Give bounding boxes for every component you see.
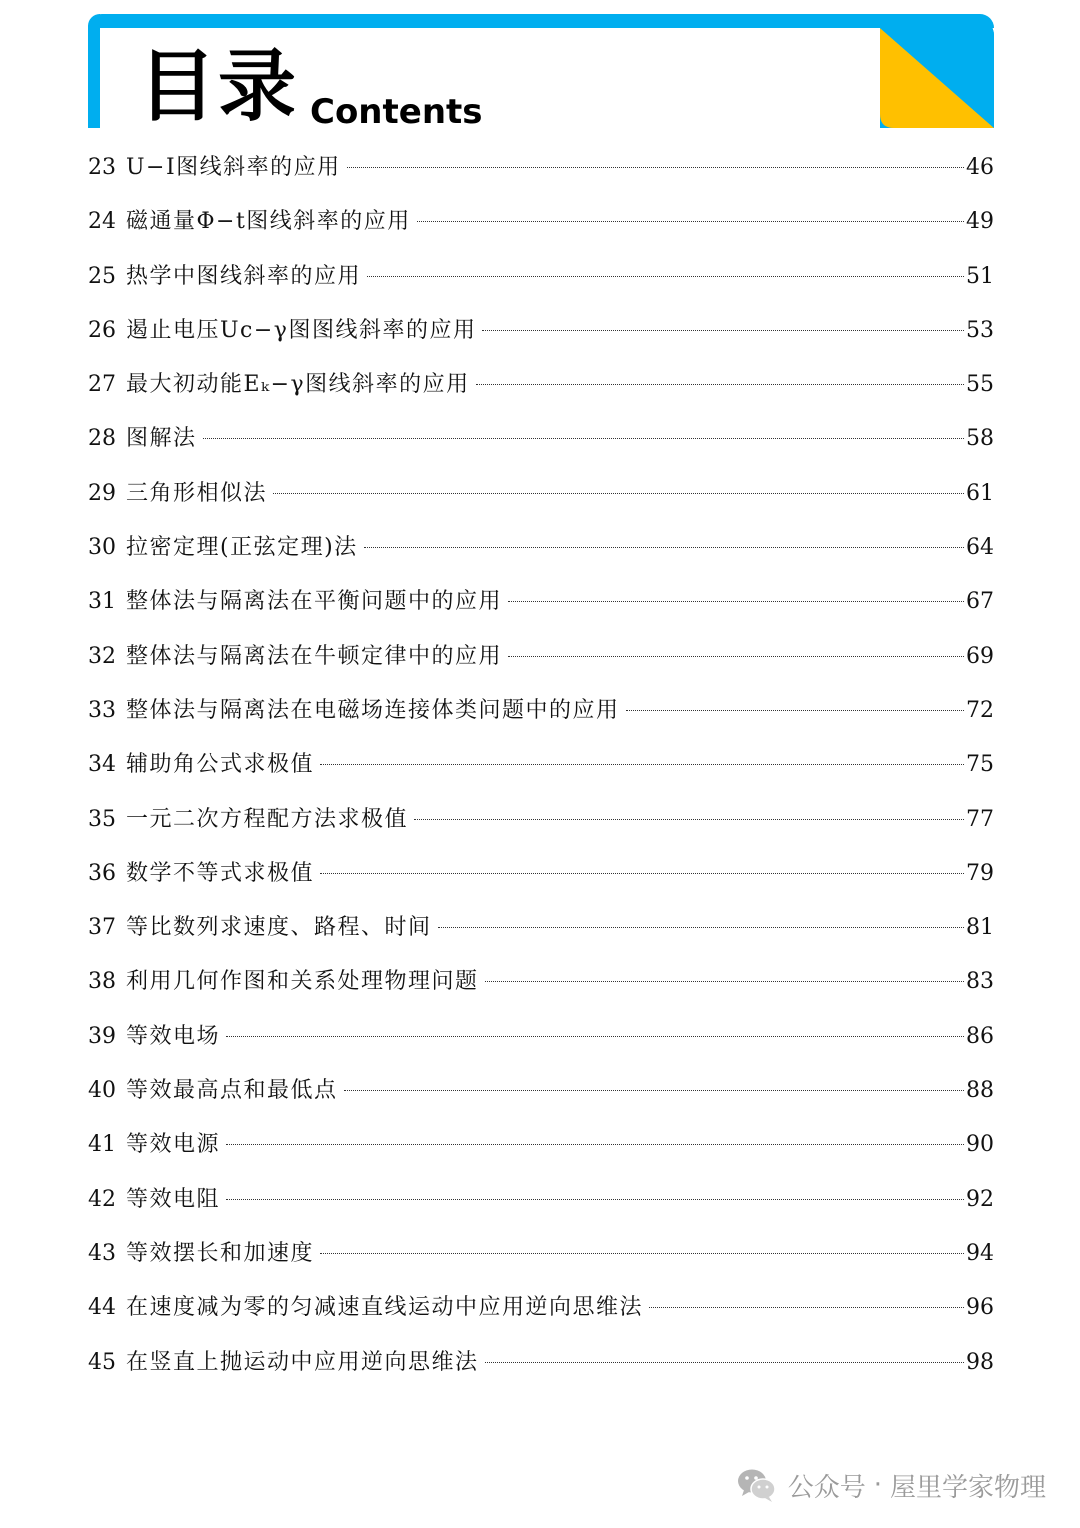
toc-entry-page: 53	[966, 317, 994, 343]
toc-dot-leader	[438, 927, 964, 928]
toc-entry-page: 83	[966, 969, 994, 995]
toc-dot-leader	[508, 601, 964, 602]
toc-dot-leader	[273, 493, 964, 494]
toc-entry-title: 等比数列求速度、路程、时间	[126, 915, 432, 941]
toc-dot-leader	[417, 221, 964, 222]
toc-entry-page: 69	[966, 643, 994, 669]
toc-entry-number: 45	[88, 1349, 116, 1375]
toc-entry[interactable]	[88, 745, 994, 799]
toc-entry-page: 49	[966, 209, 994, 235]
toc-entry-title: 数学不等式求极值	[126, 860, 315, 886]
toc-entry-number: 31	[88, 589, 116, 615]
toc-entry-title: 等效电场	[126, 1023, 221, 1049]
toc-entry[interactable]	[88, 1288, 994, 1342]
page-title-chinese: 目录	[138, 42, 299, 132]
toc-entry-title: 等效摆长和加速度	[126, 1240, 315, 1266]
toc-dot-leader	[485, 981, 964, 982]
watermark-prefix: 公众号	[787, 1472, 866, 1503]
toc-entry-number: 36	[88, 860, 116, 886]
toc-entry-page: 46	[966, 155, 994, 180]
toc-entry-number: 38	[88, 969, 116, 995]
toc-entry-title: 在竖直上抛运动中应用逆向思维法	[126, 1349, 479, 1375]
toc-entry-page: 88	[966, 1078, 994, 1104]
toc-dot-leader	[226, 1144, 964, 1145]
toc-entry[interactable]	[88, 419, 994, 473]
toc-entry-title: 整体法与隔离法在平衡问题中的应用	[126, 589, 503, 615]
toc-entry-title: 等效电阻	[126, 1186, 221, 1212]
toc-entry[interactable]	[88, 528, 994, 582]
toc-dot-leader	[320, 873, 964, 874]
toc-entry[interactable]	[88, 962, 994, 1016]
toc-dot-leader	[649, 1307, 964, 1308]
toc-entry-title: 等效电源	[126, 1132, 221, 1158]
toc-entry-page: 64	[966, 535, 994, 561]
toc-dot-leader	[320, 764, 964, 765]
toc-entry-title: 图解法	[126, 426, 197, 452]
toc-entry-title: 在速度减为零的匀减速直线运动中应用逆向思维法	[126, 1295, 644, 1321]
toc-entry-page: 79	[966, 860, 994, 886]
toc-dot-leader	[482, 330, 964, 331]
toc-entry-number: 27	[88, 372, 116, 398]
toc-entry-number: 40	[88, 1078, 116, 1104]
watermark-separator: ·	[873, 1470, 882, 1500]
toc-entry[interactable]	[88, 800, 994, 854]
toc-entry[interactable]	[88, 854, 994, 908]
toc-entry-page: 81	[966, 915, 994, 941]
toc-entry[interactable]	[88, 908, 994, 962]
toc-dot-leader	[364, 547, 964, 548]
toc-entry-number: 29	[88, 480, 116, 506]
toc-dot-leader	[347, 167, 964, 168]
toc-entry-title: 等效最高点和最低点	[126, 1078, 338, 1104]
toc-entry-title: 最大初动能Eₖ−γ图线斜率的应用	[126, 372, 470, 398]
toc-entry-number: 34	[88, 752, 116, 778]
toc-entry-title: 利用几何作图和关系处理物理问题	[126, 969, 479, 995]
toc-entry-title: 三角形相似法	[126, 480, 268, 506]
toc-entry[interactable]	[88, 257, 994, 311]
toc-entry-number: 42	[88, 1186, 116, 1212]
toc-entry-number: 23	[88, 155, 116, 180]
page-title-english: Contents	[310, 92, 483, 132]
toc-entry-page: 94	[966, 1240, 994, 1266]
wechat-icon	[736, 1464, 778, 1506]
toc-entry-number: 44	[88, 1295, 116, 1321]
corner-triangle-graphic	[880, 14, 994, 128]
toc-entry-title: 整体法与隔离法在电磁场连接体类问题中的应用	[126, 697, 620, 723]
toc-entry-page: 98	[966, 1349, 994, 1375]
toc-entry-number: 26	[88, 317, 116, 343]
toc-entry-title: U−I图线斜率的应用	[126, 155, 341, 180]
toc-entry-page: 72	[966, 697, 994, 723]
toc-entry[interactable]	[88, 202, 994, 256]
toc-entry[interactable]	[88, 1017, 994, 1071]
toc-entry[interactable]	[88, 148, 994, 202]
toc-entry[interactable]	[88, 1125, 994, 1179]
toc-dot-leader	[367, 276, 964, 277]
toc-entry-number: 37	[88, 915, 116, 941]
toc-entry-page: 96	[966, 1295, 994, 1321]
header-corner-decoration	[880, 14, 994, 128]
account-watermark	[736, 1464, 1046, 1506]
toc-entry[interactable]	[88, 691, 994, 745]
toc-entry-page: 51	[966, 263, 994, 289]
toc-entry-number: 25	[88, 263, 116, 289]
toc-entry-page: 55	[966, 372, 994, 398]
header-left-stripe	[88, 14, 100, 128]
toc-entry-title: 拉密定理(正弦定理)法	[126, 535, 358, 561]
toc-dot-leader	[226, 1036, 964, 1037]
toc-dot-leader	[226, 1199, 964, 1200]
toc-entry-number: 28	[88, 426, 116, 452]
toc-entry[interactable]	[88, 1234, 994, 1288]
toc-entry-number: 39	[88, 1023, 116, 1049]
table-of-contents	[88, 148, 994, 1397]
toc-entry[interactable]	[88, 311, 994, 365]
toc-entry-title: 辅助角公式求极值	[126, 752, 315, 778]
toc-entry-number: 33	[88, 697, 116, 723]
header-top-bar	[88, 14, 994, 28]
toc-entry[interactable]	[88, 365, 994, 419]
watermark-account-name: 屋里学家物理	[889, 1472, 1046, 1503]
toc-dot-leader	[344, 1090, 964, 1091]
toc-entry-title: 一元二次方程配方法求极值	[126, 806, 409, 832]
toc-entry-page: 75	[966, 752, 994, 778]
toc-entry[interactable]	[88, 582, 994, 636]
toc-dot-leader	[414, 819, 964, 820]
toc-entry-page: 77	[966, 806, 994, 832]
toc-entry[interactable]	[88, 1071, 994, 1125]
toc-entry-title: 整体法与隔离法在牛顿定律中的应用	[126, 643, 503, 669]
toc-entry-number: 43	[88, 1240, 116, 1266]
toc-entry-title: 遏止电压Uc−γ图图线斜率的应用	[126, 317, 477, 343]
toc-dot-leader	[320, 1253, 964, 1254]
toc-dot-leader	[626, 710, 964, 711]
toc-entry-number: 30	[88, 535, 116, 561]
toc-entry-page: 58	[966, 426, 994, 452]
toc-dot-leader	[203, 438, 964, 439]
toc-entry[interactable]	[88, 1180, 994, 1234]
toc-entry-number: 32	[88, 643, 116, 669]
toc-entry-page: 92	[966, 1186, 994, 1212]
toc-entry-page: 61	[966, 480, 994, 506]
toc-entry-number: 24	[88, 209, 116, 235]
toc-entry-page: 90	[966, 1132, 994, 1158]
toc-dot-leader	[508, 656, 964, 657]
toc-entry-number: 41	[88, 1132, 116, 1158]
toc-entry[interactable]	[88, 1343, 994, 1397]
toc-dot-leader	[485, 1362, 964, 1363]
contents-header	[88, 14, 994, 130]
toc-entry-page: 67	[966, 589, 994, 615]
toc-entry-number: 35	[88, 806, 116, 832]
toc-entry-page: 86	[966, 1023, 994, 1049]
toc-entry[interactable]	[88, 637, 994, 691]
toc-dot-leader	[476, 384, 964, 385]
toc-entry[interactable]	[88, 474, 994, 528]
toc-entry-title: 磁通量Φ−t图线斜率的应用	[126, 209, 411, 235]
toc-entry-title: 热学中图线斜率的应用	[126, 263, 362, 289]
